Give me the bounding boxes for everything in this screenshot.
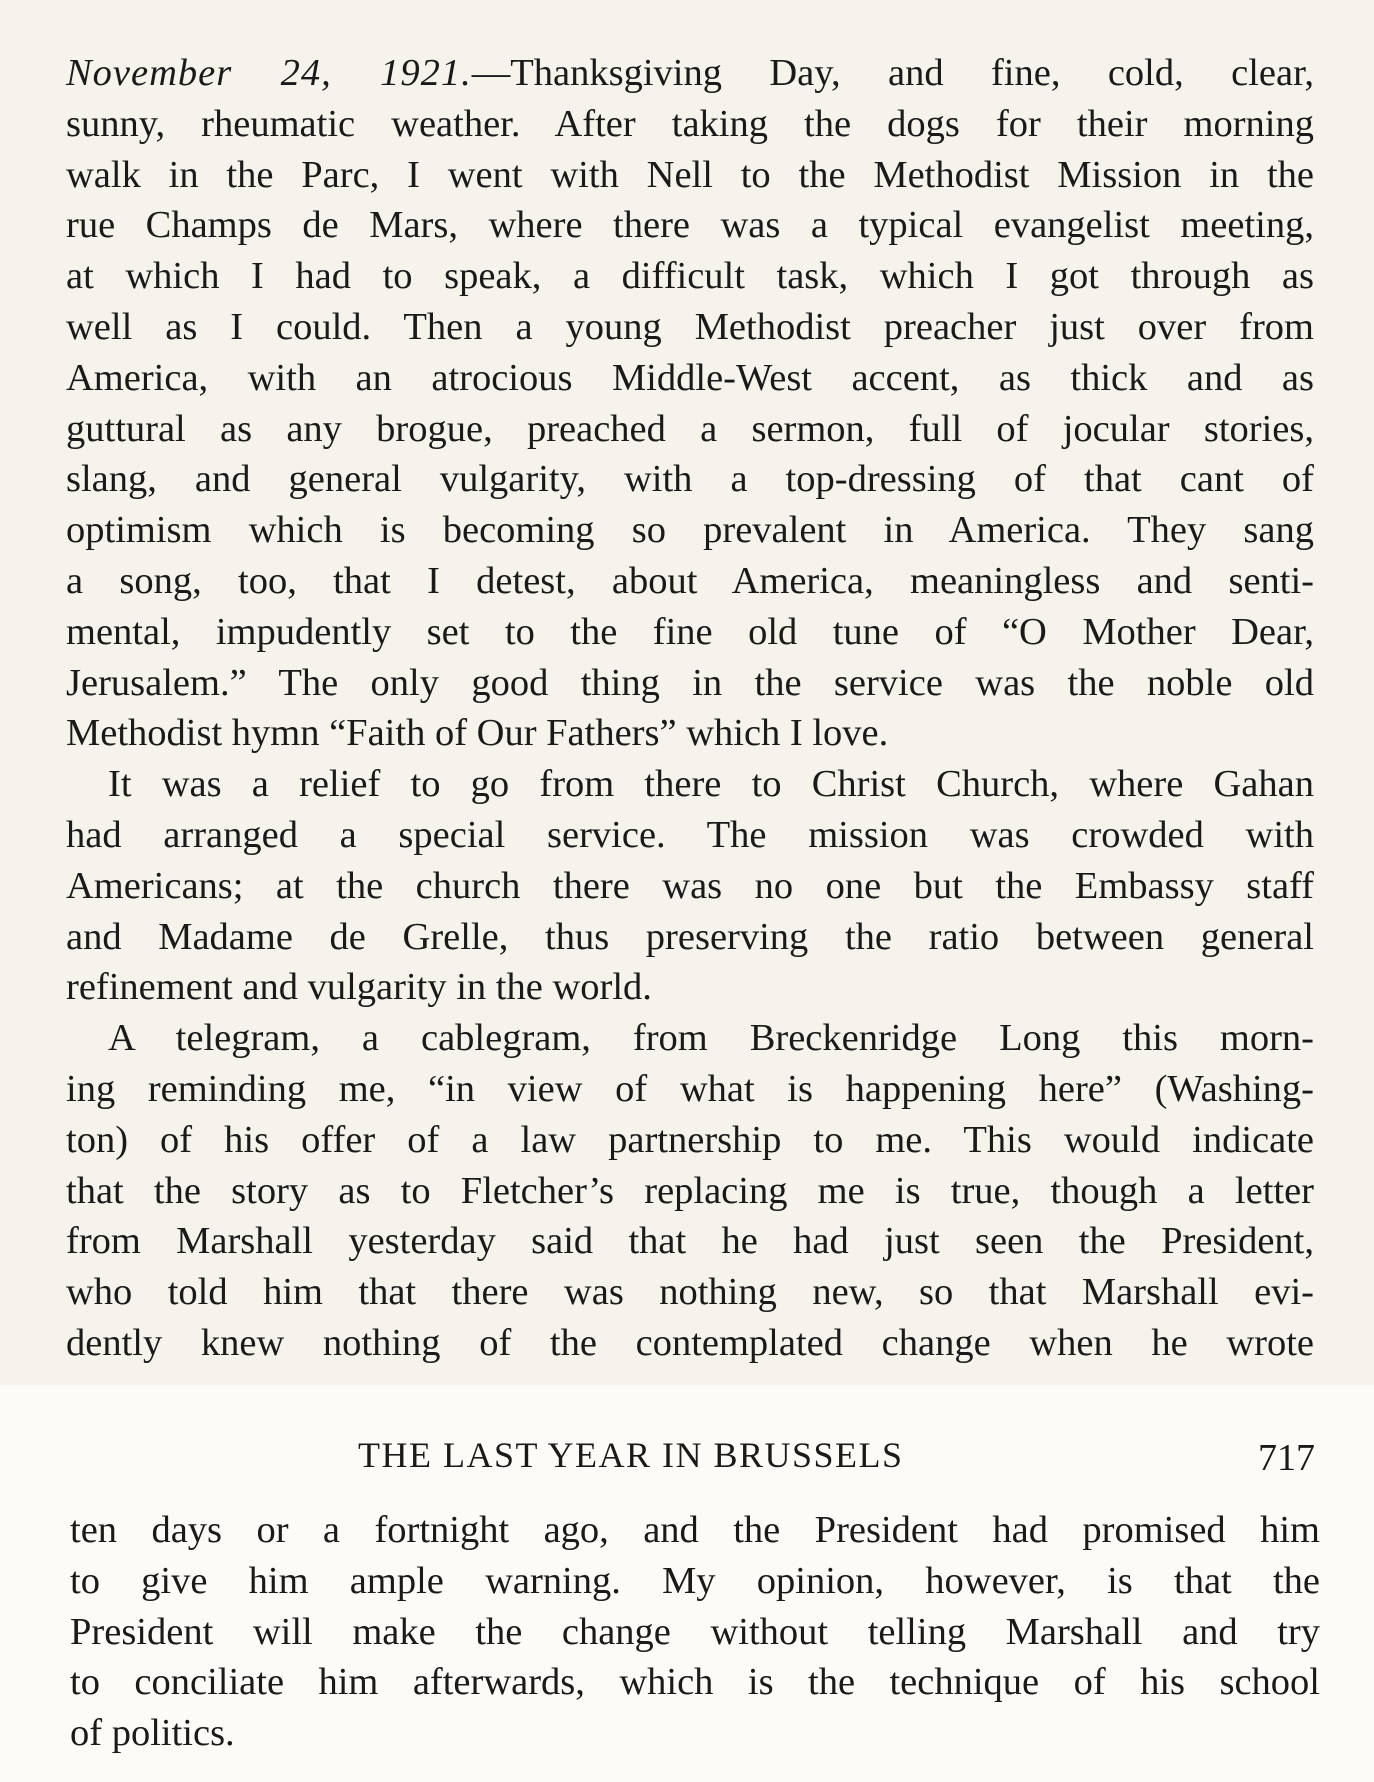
text-line: Americans; at the church there was no one but the Embassy staff xyxy=(66,864,1314,907)
upper-page-text xyxy=(66,48,1314,1369)
text-line: had arranged a special service. The mission was crowded with xyxy=(66,813,1314,856)
text-line: Jerusalem.” The only good thing in the service was the noble old xyxy=(66,661,1314,704)
text-line: It was a relief to go from there to Christ Church, where Gahan xyxy=(108,763,1314,806)
text-line: at which I had to speak, a difficult task, which I got through as xyxy=(66,255,1314,298)
text-line: to give him ample warning. My opinion, however, is that the xyxy=(70,1559,1320,1602)
text-line: sunny, rheumatic weather. After taking the dogs for their morning xyxy=(66,102,1314,145)
text-line: November 24, 1921.—Thanksgiving Day, and fine, cold, clear, xyxy=(66,52,1314,94)
text-line: mental, impudently set to the fine old tune of “O Mother Dear, xyxy=(66,610,1314,653)
text-line: refinement and vulgarity in the world. xyxy=(66,966,652,1009)
entry-date: November 24, 1921. xyxy=(66,52,472,94)
lower-page-text xyxy=(70,1505,1320,1759)
text-line: President will make the change without telling Marshall and try xyxy=(70,1610,1320,1653)
text-line: to conciliate him afterwards, which is the technique of his school xyxy=(70,1661,1320,1704)
text-line: of politics. xyxy=(70,1712,235,1755)
text-line: ten days or a fortnight ago, and the President had promised him xyxy=(70,1509,1320,1551)
text-line: guttural as any brogue, preached a sermon, full of jocular stories, xyxy=(66,407,1314,450)
text-line: optimism which is becoming so prevalent in America. They sang xyxy=(66,509,1314,552)
running-head xyxy=(0,1434,1374,1482)
text-line: Methodist hymn “Faith of Our Fathers” which I love. xyxy=(66,712,889,755)
text-line: ing reminding me, “in view of what is happening here” (Washing- xyxy=(66,1067,1314,1110)
text-line: slang, and general vulgarity, with a top-dressing of that cant of xyxy=(66,458,1314,501)
text-line: ton) of his offer of a law partnership to me. This would indicate xyxy=(66,1118,1314,1161)
text-line: A telegram, a cablegram, from Breckenridge Long this morn- xyxy=(108,1017,1314,1060)
text-line: a song, too, that I detest, about America, meaningless and senti- xyxy=(66,559,1314,602)
page-number: 717 xyxy=(1258,1437,1315,1479)
text-line: dently knew nothing of the contemplated change when he wrote xyxy=(66,1321,1314,1364)
text-line: America, with an atrocious Middle-West accent, as thick and as xyxy=(66,356,1314,399)
text-line: rue Champs de Mars, where there was a typical evangelist meeting, xyxy=(66,204,1314,247)
text-line: that the story as to Fletcher’s replacing me is true, though a letter xyxy=(66,1169,1314,1212)
text-line: walk in the Parc, I went with Nell to the Methodist Mission in the xyxy=(66,153,1314,196)
text-line: and Madame de Grelle, thus preserving the ratio between general xyxy=(66,915,1314,958)
text-line: from Marshall yesterday said that he had just seen the President, xyxy=(66,1220,1314,1263)
text-line: well as I could. Then a young Methodist preacher just over from xyxy=(66,305,1314,348)
text-line: who told him that there was nothing new, so that Marshall evi- xyxy=(66,1271,1314,1314)
running-head-title: THE LAST YEAR IN BRUSSELS xyxy=(358,1435,904,1475)
